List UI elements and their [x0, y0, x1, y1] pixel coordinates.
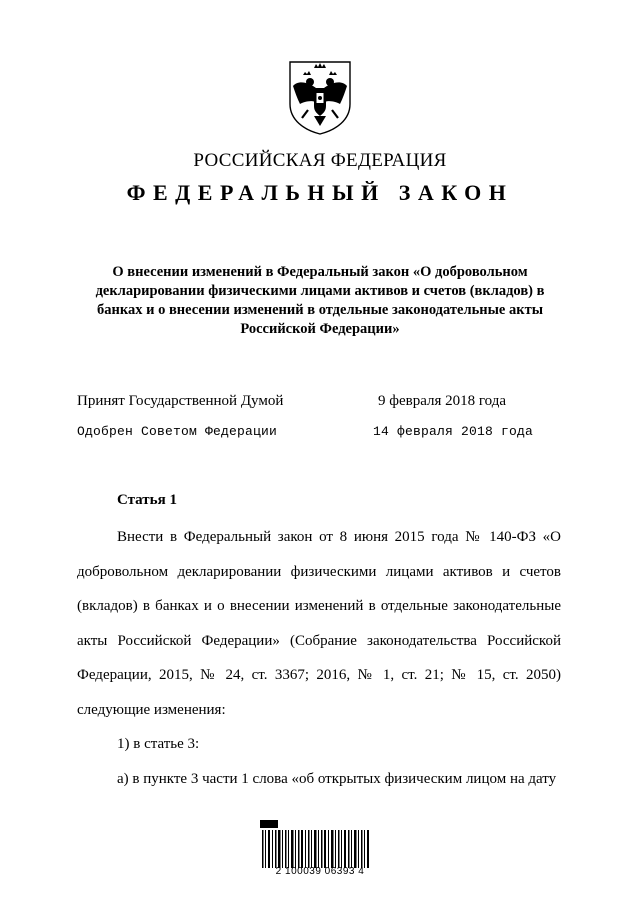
state-name: РОССИЙСКАЯ ФЕДЕРАЦИЯ: [193, 150, 447, 171]
article-body: [77, 520, 561, 796]
title-line: банках и о внесении изменений в отдельные законодательные акты: [96, 302, 544, 318]
barcode-number: 2 100039 06393 4: [275, 866, 365, 877]
document-type: ФЕДЕРАЛЬНЫЙ ЗАКОН: [126, 180, 514, 205]
barcode-icon: [256, 818, 376, 870]
duma-adoption-label: Принят Государственной Думой: [77, 393, 284, 409]
title-line: О внесении изменений в Федеральный закон «О добровольном: [112, 264, 528, 280]
council-approval-date: 14 февраля 2018 года: [373, 424, 534, 439]
duma-adoption-date: 9 февраля 2018 года: [378, 393, 507, 409]
article-intro-paragraph: Внести в Федеральный закон от 8 июня 2015 года № 140-ФЗ «О добровольном декларировании физическими лицами активов и счетов (вкладов) в банках и о внесении изменений в отдельные законодательные акты Российской Федерации» (Собрание законодательства Российской Федерации, 2015, № 24, ст. 3367; 2016, № 1, ст. 21; № 15, ст. 2050) следующие изменения:: [77, 529, 561, 718]
list-item: 1) в статье 3:: [117, 736, 200, 752]
article-heading: Статья 1: [117, 492, 177, 508]
council-approval-label: Одобрен Советом Федерации: [77, 424, 278, 439]
coat-of-arms-icon: [286, 58, 354, 136]
list-item: а) в пункте 3 части 1 слова «об открытых физическим лицом на дату: [117, 770, 557, 787]
title-line: Российской Федерации»: [240, 321, 400, 337]
law-title: [70, 263, 570, 339]
title-line: декларировании физическими лицами активов и счетов (вкладов) в: [95, 283, 545, 299]
